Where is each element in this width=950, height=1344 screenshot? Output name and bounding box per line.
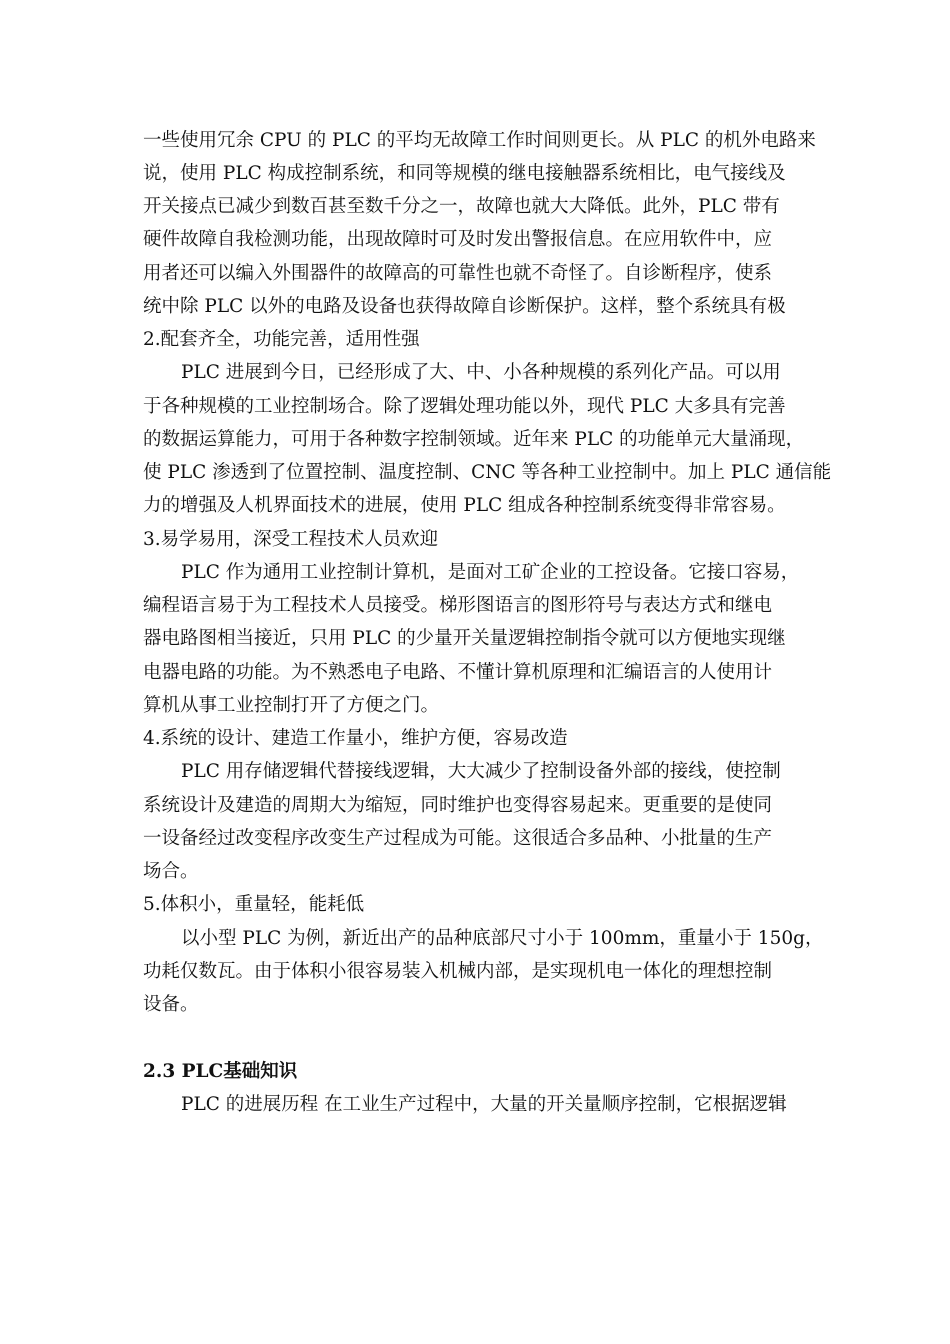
paragraph-line: PLC 的进展历程 在工业生产过程中，大量的开关量顺序控制，它根据逻辑: [181, 1094, 787, 1115]
paragraph-line: 使 PLC 渗透到了位置控制、温度控制、CNC 等各种工业控制中。加上 PLC 通信能: [143, 462, 832, 483]
paragraph-line: 力的增强及人机界面技术的进展，使用 PLC 组成各种控制系统变得非常容易。: [143, 495, 786, 516]
paragraph-line: 统中除 PLC 以外的电路及设备也获得故障自诊断保护。这样，整个系统具有极: [143, 296, 786, 317]
paragraph-line: PLC 用存储逻辑代替接线逻辑，大大减少了控制设备外部的接线，使控制: [181, 761, 781, 782]
section-heading-item-2: 2.配套齐全，功能完善，适用性强: [143, 329, 420, 350]
paragraph-line: PLC 作为通用工业控制计算机，是面对工矿企业的工控设备。它接口容易，: [181, 562, 800, 583]
paragraph-line: 一设备经过改变程序改变生产过程成为可能。这很适合多品种、小批量的生产: [143, 828, 773, 849]
paragraph-line: 设备。: [143, 994, 199, 1015]
paragraph-line: 硬件故障自我检测功能，出现故障时可及时发出警报信息。在应用软件中，应: [143, 229, 773, 250]
paragraph-line: 一些使用冗余 CPU 的 PLC 的平均无故障工作时间则更长。从 PLC 的机外电路来: [143, 130, 816, 151]
section-heading-item-3: 3.易学易用，深受工程技术人员欢迎: [143, 529, 439, 550]
section-heading-item-4: 4.系统的设计、建造工作量小，维护方便，容易改造: [143, 728, 568, 749]
paragraph-line: 开关接点已减少到数百甚至数千分之一，故障也就大大降低。此外，PLC 带有: [143, 196, 780, 217]
paragraph-line: 以小型 PLC 为例，新近出产的品种底部尺寸小于 100mm，重量小于 150g，: [181, 928, 824, 949]
paragraph-line: 于各种规模的工业控制场合。除了逻辑处理功能以外，现代 PLC 大多具有完善: [143, 396, 786, 417]
paragraph-line: 说，使用 PLC 构成控制系统，和同等规模的继电接触器系统相比，电气接线及: [143, 163, 786, 184]
section-heading-item-5: 5.体积小，重量轻，能耗低: [143, 894, 365, 915]
paragraph-line: 系统设计及建造的周期大为缩短，同时维护也变得容易起来。更重要的是使同: [143, 795, 773, 816]
paragraph-line: 用者还可以编入外围器件的故障高的可靠性也就不奇怪了。自诊断程序，使系: [143, 263, 773, 284]
paragraph-line: 场合。: [143, 861, 199, 882]
paragraph-line: 电器电路的功能。为不熟悉电子电路、不懂计算机原理和汇编语言的人使用计: [143, 662, 773, 683]
paragraph-line: 的数据运算能力，可用于各种数字控制领域。近年来 PLC 的功能单元大量涌现，: [143, 429, 805, 450]
section-heading: 2.3 PLC基础知识: [143, 1061, 298, 1082]
paragraph-line: 器电路图相当接近，只用 PLC 的少量开关量逻辑控制指令就可以方便地实现继: [143, 628, 786, 649]
paragraph-line: PLC 进展到今日，已经形成了大、中、小各种规模的系列化产品。可以用: [181, 362, 781, 383]
paragraph-line: 编程语言易于为工程技术人员接受。梯形图语言的图形符号与表达方式和继电: [143, 595, 773, 616]
paragraph-line: 功耗仅数瓦。由于体积小很容易装入机械内部，是实现机电一体化的理想控制: [143, 961, 773, 982]
paragraph-line: 算机从事工业控制打开了方便之门。: [143, 695, 440, 716]
